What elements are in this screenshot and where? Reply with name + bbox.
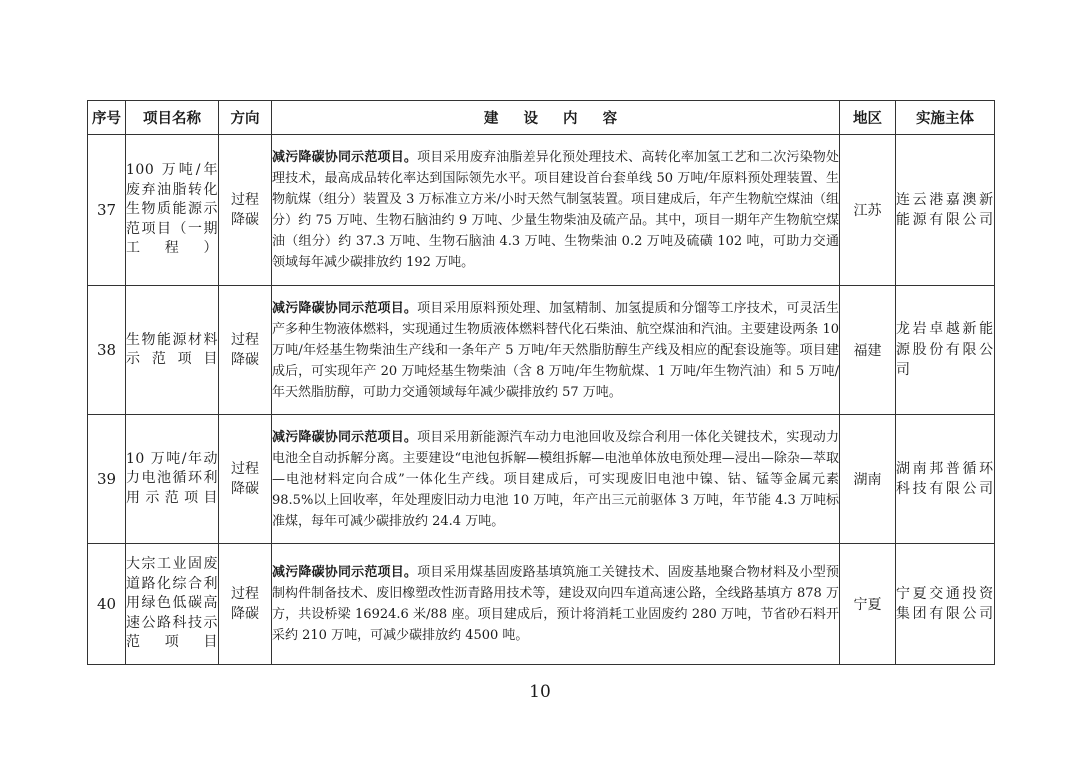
header-region: 地区 xyxy=(840,101,896,135)
header-name: 项目名称 xyxy=(126,101,219,135)
project-name: 大宗工业固废道路化综合利用绿色低碳高速公路科技示范项目 xyxy=(126,544,219,665)
region-cell: 湖南 xyxy=(840,415,896,544)
table-row xyxy=(88,286,995,415)
content-cell xyxy=(272,135,840,286)
page-number: 10 xyxy=(529,682,551,702)
direction-line: 降碳 xyxy=(231,606,259,622)
content-lead: 减污降碳协同示范项目。 xyxy=(272,300,418,316)
entity-cell: 连云港嘉澳新能源有限公司 xyxy=(896,135,995,286)
entity-cell: 龙岩卓越新能源股份有限公司 xyxy=(896,286,995,415)
direction-cell xyxy=(219,135,272,286)
region-cell: 宁夏 xyxy=(840,544,896,665)
row-index: 37 xyxy=(88,135,126,286)
content-body: 项目采用新能源汽车动力电池回收及综合利用一体化关键技术，实现动力电池全自动拆解分离。主要建设“电池包拆解—模组拆解—电池单体放电预处理—浸出—除杂—萃取—电池材料定向合成”一体化生产线。项目建成后，可实现废旧电池中镍、钴、锰等金属元素 98.5%以上回收率，年处理废旧动力电池 10 万吨，年产出三元前驱体 3 万吨，年节能 4.3 万吨标准煤，每年可减少碳排放约 24.4 万吨。 xyxy=(272,429,839,529)
table-row xyxy=(88,415,995,544)
content-body: 项目采用原料预处理、加氢精制、加氢提质和分馏等工序技术，可灵活生产多种生物液体燃料，实现通过生物质液体燃料替代化石柴油、航空煤油和汽油。主要建设两条 10 万吨/年烃基生物柴油生产线和一条年产 5 万吨/年天然脂肪醇生产线及相应的配套设施等。项目建成后，可实现年产 20 万吨烃基生物柴油（含 8 万吨/年生物航煤、1 万吨/年生物汽油）和 5 万吨/年天然脂肪醇，可助力交通领域每年减少碳排放约 57 万吨。 xyxy=(272,300,839,400)
content-cell xyxy=(272,544,840,665)
row-index: 40 xyxy=(88,544,126,665)
project-name: 生物能源材料示范项目 xyxy=(126,286,219,415)
direction-line: 过程 xyxy=(231,332,259,348)
direction-cell xyxy=(219,286,272,415)
direction-line: 过程 xyxy=(231,192,259,208)
direction-line: 降碳 xyxy=(231,352,259,368)
direction-line: 过程 xyxy=(231,586,259,602)
region-cell: 江苏 xyxy=(840,135,896,286)
content-cell xyxy=(272,286,840,415)
header-index: 序号 xyxy=(88,101,126,135)
content-lead: 减污降碳协同示范项目。 xyxy=(272,565,418,580)
content-lead: 减污降碳协同示范项目。 xyxy=(272,429,418,445)
projects-table xyxy=(87,100,995,665)
direction-cell xyxy=(219,415,272,544)
table-row xyxy=(88,135,995,286)
content-cell xyxy=(272,415,840,544)
project-name: 10 万吨/年动力电池循环利用示范项目 xyxy=(126,415,219,544)
project-name: 100 万吨/年废弃油脂转化生物质能源示范项目（一期工程） xyxy=(126,135,219,286)
header-entity: 实施主体 xyxy=(896,101,995,135)
direction-cell xyxy=(219,544,272,665)
row-index: 39 xyxy=(88,415,126,544)
direction-line: 降碳 xyxy=(231,481,259,497)
region-cell: 福建 xyxy=(840,286,896,415)
content-lead: 减污降碳协同示范项目。 xyxy=(272,150,418,165)
entity-cell: 湖南邦普循环科技有限公司 xyxy=(896,415,995,544)
direction-line: 降碳 xyxy=(231,212,259,228)
content-body: 项目采用废弃油脂差异化预处理技术、高转化率加氢工艺和二次污染物处理技术，最高成品转化率达到国际领先水平。项目建设首台套单线 50 万吨/年原料预处理装置、生物航煤（组分）装置及 3 万标准立方米/小时天然气制氢装置。项目建成后，年产生物航空煤油（组分）约 75 万吨、生物石脑油约 9 万吨、少量生物柴油及硫产品。其中，项目一期年产生物航空煤油（组分）约 37.3 万吨、生物石脑油 4.3 万吨、生物柴油 0.2 万吨及硫磺 102 吨，可助力交通领域每年减少碳排放约 192 万吨。 xyxy=(272,150,839,270)
table-header-row xyxy=(88,101,995,135)
header-direction: 方向 xyxy=(219,101,272,135)
entity-cell: 宁夏交通投资集团有限公司 xyxy=(896,544,995,665)
content-body: 项目采用煤基固废路基填筑施工关键技术、固废基地聚合物材料及小型预制构件制备技术、废旧橡塑改性沥青路用技术等，建设双向四车道高速公路，全线路基填方 878 万方，共设桥梁 16924.6 米/88 座。项目建成后，预计将消耗工业固废约 280 万吨，节省砂石料开采约 210 万吨，可减少碳排放约 4500 吨。 xyxy=(272,565,839,643)
header-content: 建 设 内 容 xyxy=(272,101,840,135)
row-index: 38 xyxy=(88,286,126,415)
table-row xyxy=(88,544,995,665)
direction-line: 过程 xyxy=(231,461,259,477)
